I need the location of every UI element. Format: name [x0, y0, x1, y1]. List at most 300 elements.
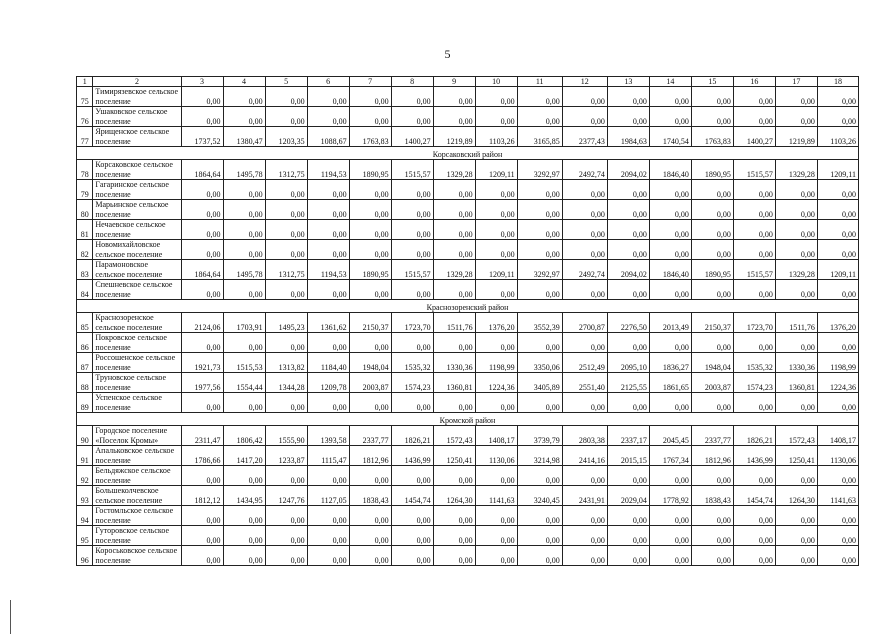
value-cell: 0,00: [181, 506, 223, 526]
value-cell: 0,00: [433, 87, 475, 107]
value-cell: 0,00: [607, 506, 649, 526]
value-cell: 0,00: [265, 506, 307, 526]
value-cell: 0,00: [433, 240, 475, 260]
value-cell: 0,00: [433, 466, 475, 486]
value-cell: 1948,04: [691, 353, 733, 373]
value-cell: 0,00: [562, 180, 607, 200]
header-cell: 16: [733, 77, 775, 87]
value-cell: 0,00: [391, 180, 433, 200]
table-row: [77, 200, 859, 220]
value-cell: 0,00: [691, 526, 733, 546]
value-cell: 0,00: [307, 87, 349, 107]
value-cell: 0,00: [391, 240, 433, 260]
row-number: 78: [77, 160, 93, 180]
settlement-name: Тимирязевское сельское поселение: [93, 87, 181, 107]
value-cell: 1088,67: [307, 127, 349, 147]
value-cell: 0,00: [307, 240, 349, 260]
value-cell: 1806,42: [223, 426, 265, 446]
value-cell: 2029,04: [607, 486, 649, 506]
value-cell: 0,00: [475, 220, 517, 240]
value-cell: 1264,30: [433, 486, 475, 506]
value-cell: 0,00: [691, 220, 733, 240]
value-cell: 2337,77: [349, 426, 391, 446]
row-number: 83: [77, 260, 93, 280]
value-cell: 1103,26: [475, 127, 517, 147]
value-cell: 2311,47: [181, 426, 223, 446]
value-cell: 0,00: [433, 220, 475, 240]
value-cell: 0,00: [307, 220, 349, 240]
value-cell: 0,00: [562, 107, 607, 127]
value-cell: 0,00: [517, 466, 562, 486]
value-cell: 2377,43: [562, 127, 607, 147]
value-cell: 2414,16: [562, 446, 607, 466]
value-cell: 0,00: [562, 526, 607, 546]
value-cell: 0,00: [181, 333, 223, 353]
value-cell: 0,00: [733, 546, 775, 566]
value-cell: 1740,54: [649, 127, 691, 147]
header-cell: 1: [77, 77, 93, 87]
header-cell: 9: [433, 77, 475, 87]
value-cell: 0,00: [649, 220, 691, 240]
value-cell: 0,00: [607, 526, 649, 546]
row-number: 94: [77, 506, 93, 526]
value-cell: 0,00: [562, 393, 607, 413]
row-number: 92: [77, 466, 93, 486]
settlement-name: Россошенское сельское поселение: [93, 353, 181, 373]
settlement-name: Короськовское сельское поселение: [93, 546, 181, 566]
row-number: 88: [77, 373, 93, 393]
value-cell: 1572,43: [433, 426, 475, 446]
value-cell: 0,00: [433, 200, 475, 220]
value-cell: 0,00: [475, 87, 517, 107]
settlement-name: Корсаковское сельское поселение: [93, 160, 181, 180]
value-cell: 0,00: [775, 546, 817, 566]
value-cell: 1360,81: [775, 373, 817, 393]
value-cell: 0,00: [775, 180, 817, 200]
table-row: [77, 280, 859, 300]
value-cell: 1826,21: [391, 426, 433, 446]
value-cell: 1194,53: [307, 160, 349, 180]
value-cell: 0,00: [223, 393, 265, 413]
settlement-name: Гагаринское сельское поселение: [93, 180, 181, 200]
value-cell: 1224,36: [817, 373, 858, 393]
value-cell: 0,00: [307, 506, 349, 526]
header-cell: 7: [349, 77, 391, 87]
value-cell: 0,00: [433, 526, 475, 546]
value-cell: 0,00: [517, 220, 562, 240]
value-cell: 1495,23: [265, 313, 307, 333]
value-cell: 2150,37: [349, 313, 391, 333]
value-cell: 0,00: [817, 107, 858, 127]
value-cell: 1436,99: [391, 446, 433, 466]
value-cell: 0,00: [691, 506, 733, 526]
value-cell: 1103,26: [817, 127, 858, 147]
value-cell: 0,00: [349, 87, 391, 107]
settlement-name: Большеколчевское сельское поселение: [93, 486, 181, 506]
value-cell: 0,00: [475, 546, 517, 566]
value-cell: 2045,45: [649, 426, 691, 446]
value-cell: 0,00: [691, 200, 733, 220]
value-cell: 0,00: [433, 546, 475, 566]
value-cell: 0,00: [181, 546, 223, 566]
value-cell: 0,00: [517, 87, 562, 107]
value-cell: 1203,35: [265, 127, 307, 147]
value-cell: 0,00: [391, 506, 433, 526]
value-cell: 1219,89: [433, 127, 475, 147]
table-row: [77, 313, 859, 333]
value-cell: 0,00: [517, 506, 562, 526]
value-cell: 2003,87: [349, 373, 391, 393]
value-cell: 0,00: [607, 200, 649, 220]
header-cell: 10: [475, 77, 517, 87]
value-cell: 0,00: [349, 526, 391, 546]
value-cell: 0,00: [391, 107, 433, 127]
value-cell: 0,00: [817, 466, 858, 486]
value-cell: 0,00: [349, 107, 391, 127]
value-cell: 2003,87: [691, 373, 733, 393]
value-cell: 0,00: [691, 546, 733, 566]
value-cell: 1329,28: [775, 260, 817, 280]
value-cell: 1515,57: [391, 260, 433, 280]
value-cell: 0,00: [733, 526, 775, 546]
value-cell: 0,00: [475, 466, 517, 486]
value-cell: 1786,66: [181, 446, 223, 466]
value-cell: 2124,06: [181, 313, 223, 333]
table-row: [77, 393, 859, 413]
value-cell: 3240,45: [517, 486, 562, 506]
value-cell: 0,00: [607, 280, 649, 300]
table-body: [77, 77, 859, 566]
value-cell: 0,00: [733, 180, 775, 200]
value-cell: 1454,74: [733, 486, 775, 506]
value-cell: 0,00: [775, 200, 817, 220]
value-cell: 0,00: [433, 280, 475, 300]
value-cell: 0,00: [607, 333, 649, 353]
header-cell: 8: [391, 77, 433, 87]
value-cell: 1209,78: [307, 373, 349, 393]
value-cell: 1948,04: [349, 353, 391, 373]
value-cell: 0,00: [775, 220, 817, 240]
value-cell: 0,00: [223, 506, 265, 526]
margin-mark: [10, 600, 11, 634]
value-cell: 1454,74: [391, 486, 433, 506]
value-cell: 0,00: [649, 280, 691, 300]
district-row: [77, 147, 859, 160]
value-cell: 0,00: [562, 466, 607, 486]
value-cell: 1861,65: [649, 373, 691, 393]
value-cell: 0,00: [733, 280, 775, 300]
value-cell: 1329,28: [433, 160, 475, 180]
value-cell: 1312,75: [265, 260, 307, 280]
value-cell: 0,00: [691, 280, 733, 300]
value-cell: 0,00: [562, 546, 607, 566]
value-cell: 0,00: [307, 526, 349, 546]
value-cell: 0,00: [391, 87, 433, 107]
value-cell: 1495,78: [223, 160, 265, 180]
value-cell: 1515,57: [733, 260, 775, 280]
value-cell: 0,00: [517, 200, 562, 220]
value-cell: 0,00: [265, 87, 307, 107]
value-cell: 0,00: [265, 240, 307, 260]
row-number: 87: [77, 353, 93, 373]
table-row: [77, 87, 859, 107]
value-cell: 0,00: [475, 280, 517, 300]
row-number: 82: [77, 240, 93, 260]
value-cell: 0,00: [391, 280, 433, 300]
value-cell: 1890,95: [691, 260, 733, 280]
value-cell: 0,00: [733, 220, 775, 240]
value-cell: 3292,97: [517, 260, 562, 280]
district-row: [77, 300, 859, 313]
value-cell: 0,00: [223, 333, 265, 353]
value-cell: 1977,56: [181, 373, 223, 393]
value-cell: 0,00: [817, 240, 858, 260]
value-cell: 0,00: [775, 280, 817, 300]
value-cell: 1434,95: [223, 486, 265, 506]
value-cell: 0,00: [181, 200, 223, 220]
value-cell: 1329,28: [433, 260, 475, 280]
value-cell: 0,00: [391, 546, 433, 566]
value-cell: 0,00: [265, 546, 307, 566]
value-cell: 1361,62: [307, 313, 349, 333]
value-cell: 1812,96: [349, 446, 391, 466]
value-cell: 0,00: [733, 200, 775, 220]
value-cell: 0,00: [265, 220, 307, 240]
header-cell: 12: [562, 77, 607, 87]
value-cell: 1250,41: [775, 446, 817, 466]
value-cell: 1436,99: [733, 446, 775, 466]
value-cell: 0,00: [775, 87, 817, 107]
value-cell: 0,00: [391, 466, 433, 486]
value-cell: 0,00: [607, 87, 649, 107]
value-cell: 0,00: [265, 466, 307, 486]
table-row: [77, 260, 859, 280]
value-cell: 0,00: [433, 107, 475, 127]
value-cell: 0,00: [475, 526, 517, 546]
value-cell: 0,00: [181, 180, 223, 200]
value-cell: 0,00: [349, 280, 391, 300]
table-row: [77, 506, 859, 526]
value-cell: 1723,70: [733, 313, 775, 333]
page-number: 5: [444, 47, 451, 61]
value-cell: 1846,40: [649, 160, 691, 180]
value-cell: 0,00: [391, 526, 433, 546]
value-cell: 0,00: [775, 333, 817, 353]
value-cell: 3350,06: [517, 353, 562, 373]
table-row: [77, 353, 859, 373]
value-cell: 1344,28: [265, 373, 307, 393]
value-cell: 0,00: [775, 526, 817, 546]
value-cell: 0,00: [349, 180, 391, 200]
value-cell: 0,00: [649, 546, 691, 566]
value-cell: 0,00: [649, 333, 691, 353]
value-cell: 1219,89: [775, 127, 817, 147]
value-cell: 1864,64: [181, 260, 223, 280]
value-cell: 0,00: [307, 546, 349, 566]
settlement-name: Нечаевское сельское поселение: [93, 220, 181, 240]
value-cell: 0,00: [775, 466, 817, 486]
value-cell: 1574,23: [391, 373, 433, 393]
value-cell: 0,00: [649, 180, 691, 200]
value-cell: 0,00: [433, 506, 475, 526]
value-cell: 0,00: [391, 200, 433, 220]
value-cell: 1555,90: [265, 426, 307, 446]
table-row: [77, 127, 859, 147]
value-cell: 0,00: [649, 466, 691, 486]
value-cell: 1393,58: [307, 426, 349, 446]
value-cell: 0,00: [691, 466, 733, 486]
value-cell: 0,00: [562, 333, 607, 353]
value-cell: 2095,10: [607, 353, 649, 373]
value-cell: 0,00: [349, 200, 391, 220]
value-cell: 0,00: [733, 466, 775, 486]
value-cell: 0,00: [307, 333, 349, 353]
value-cell: 0,00: [517, 526, 562, 546]
value-cell: 2015,15: [607, 446, 649, 466]
value-cell: 1209,11: [817, 260, 858, 280]
value-cell: 0,00: [433, 393, 475, 413]
value-cell: 0,00: [517, 240, 562, 260]
value-cell: 0,00: [649, 107, 691, 127]
value-cell: 0,00: [223, 180, 265, 200]
value-cell: 1572,43: [775, 426, 817, 446]
header-cell: 2: [93, 77, 181, 87]
value-cell: 0,00: [475, 506, 517, 526]
value-cell: 1400,27: [733, 127, 775, 147]
value-cell: 0,00: [349, 506, 391, 526]
value-cell: 1921,73: [181, 353, 223, 373]
value-cell: 0,00: [349, 240, 391, 260]
value-cell: 0,00: [265, 180, 307, 200]
value-cell: 0,00: [181, 466, 223, 486]
value-cell: 0,00: [817, 393, 858, 413]
value-cell: 0,00: [649, 526, 691, 546]
value-cell: 0,00: [349, 466, 391, 486]
value-cell: 2551,40: [562, 373, 607, 393]
value-cell: 0,00: [223, 546, 265, 566]
value-cell: 0,00: [223, 526, 265, 546]
settlement-name: Марьинское сельское поселение: [93, 200, 181, 220]
value-cell: 2125,55: [607, 373, 649, 393]
value-cell: 0,00: [649, 200, 691, 220]
value-cell: 1515,57: [733, 160, 775, 180]
value-cell: 1417,20: [223, 446, 265, 466]
value-cell: 0,00: [181, 240, 223, 260]
value-cell: 0,00: [691, 180, 733, 200]
value-cell: 0,00: [607, 107, 649, 127]
value-cell: 0,00: [562, 240, 607, 260]
value-cell: 1838,43: [691, 486, 733, 506]
value-cell: 0,00: [349, 220, 391, 240]
value-cell: 1826,21: [733, 426, 775, 446]
header-cell: 4: [223, 77, 265, 87]
value-cell: 2700,87: [562, 313, 607, 333]
settlement-name: Городское поселение «Поселок Кромы»: [93, 426, 181, 446]
settlement-name: Краснозоренское сельское поселение: [93, 313, 181, 333]
value-cell: 1247,76: [265, 486, 307, 506]
header-cell: 17: [775, 77, 817, 87]
value-cell: 0,00: [265, 200, 307, 220]
value-cell: 0,00: [223, 107, 265, 127]
value-cell: 3552,39: [517, 313, 562, 333]
row-number: 90: [77, 426, 93, 446]
value-cell: 0,00: [517, 280, 562, 300]
value-cell: 0,00: [691, 393, 733, 413]
settlement-name: Гостомльское сельское поселение: [93, 506, 181, 526]
district-row: [77, 413, 859, 426]
value-cell: 0,00: [349, 333, 391, 353]
district-name: Корсаковский район: [77, 147, 859, 160]
value-cell: 0,00: [433, 333, 475, 353]
row-number: 75: [77, 87, 93, 107]
value-cell: 0,00: [391, 393, 433, 413]
value-cell: 2013,49: [649, 313, 691, 333]
row-number: 86: [77, 333, 93, 353]
value-cell: 0,00: [817, 546, 858, 566]
value-cell: 0,00: [223, 466, 265, 486]
table-row: [77, 546, 859, 566]
header-cell: 3: [181, 77, 223, 87]
value-cell: 2276,50: [607, 313, 649, 333]
row-number: 80: [77, 200, 93, 220]
value-cell: 0,00: [649, 393, 691, 413]
value-cell: 1400,27: [391, 127, 433, 147]
value-cell: 0,00: [223, 240, 265, 260]
value-cell: 3405,89: [517, 373, 562, 393]
settlement-name: Покровское сельское поселение: [93, 333, 181, 353]
value-cell: 1224,36: [475, 373, 517, 393]
table-row: [77, 160, 859, 180]
row-number: 76: [77, 107, 93, 127]
value-cell: 1737,52: [181, 127, 223, 147]
value-cell: 0,00: [181, 107, 223, 127]
value-cell: 1250,41: [433, 446, 475, 466]
value-cell: 0,00: [265, 393, 307, 413]
value-cell: 0,00: [562, 280, 607, 300]
value-cell: 1864,64: [181, 160, 223, 180]
value-cell: 1890,95: [691, 160, 733, 180]
value-cell: 1515,57: [391, 160, 433, 180]
value-cell: 1329,28: [775, 160, 817, 180]
value-cell: 0,00: [265, 107, 307, 127]
value-cell: 1408,17: [475, 426, 517, 446]
value-cell: 0,00: [691, 87, 733, 107]
value-cell: 1376,20: [817, 313, 858, 333]
value-cell: 0,00: [562, 506, 607, 526]
value-cell: 0,00: [223, 87, 265, 107]
value-cell: 0,00: [607, 546, 649, 566]
value-cell: 0,00: [775, 107, 817, 127]
row-number: 91: [77, 446, 93, 466]
value-cell: 0,00: [775, 506, 817, 526]
value-cell: 0,00: [817, 87, 858, 107]
value-cell: 1554,44: [223, 373, 265, 393]
value-cell: 2431,91: [562, 486, 607, 506]
value-cell: 1838,43: [349, 486, 391, 506]
value-cell: 0,00: [517, 107, 562, 127]
value-cell: 3214,98: [517, 446, 562, 466]
value-cell: 1360,81: [433, 373, 475, 393]
value-cell: 1233,87: [265, 446, 307, 466]
value-cell: 0,00: [517, 180, 562, 200]
value-cell: 0,00: [181, 87, 223, 107]
value-cell: 0,00: [433, 180, 475, 200]
row-number: 89: [77, 393, 93, 413]
value-cell: 0,00: [817, 200, 858, 220]
value-cell: 1330,36: [775, 353, 817, 373]
value-cell: 1127,05: [307, 486, 349, 506]
value-cell: 0,00: [733, 393, 775, 413]
